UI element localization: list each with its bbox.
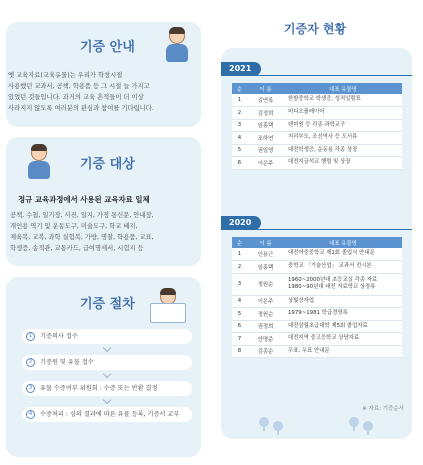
target-body bbox=[10, 210, 200, 254]
step-number: 3 bbox=[26, 384, 35, 393]
table-row bbox=[232, 345, 402, 358]
col-header: 이 름 bbox=[247, 83, 284, 94]
table-header-row bbox=[232, 83, 402, 94]
donor-name: 임홍택 bbox=[247, 119, 284, 132]
row-number: 5 bbox=[232, 144, 247, 157]
table-row bbox=[232, 261, 402, 274]
item-name: 대전삼월초급대학 제5회 졸업자료 bbox=[284, 320, 402, 333]
item-name: 대전지금석교 행렬 및 상장 bbox=[284, 157, 402, 170]
table-row bbox=[232, 308, 402, 321]
row-number: 2 bbox=[232, 261, 247, 274]
item-name: 상빛상자업 bbox=[284, 295, 402, 308]
table-row bbox=[232, 295, 402, 308]
item-name: 대전여중중학교 제1회 졸업식 안내문 bbox=[284, 248, 402, 261]
item-name: 1960~2000년대 초등교실 각종 자료 1980~90년대 대전 자료학교 상장류 bbox=[284, 273, 402, 295]
item-name: 대전지역 중고등학교 상담자료 bbox=[284, 333, 402, 346]
table-row bbox=[232, 273, 402, 295]
row-number: 3 bbox=[232, 273, 247, 295]
target-line: 개인용 역기 및 운동도구, 미술도구, 학교 배지, bbox=[10, 223, 138, 230]
chevron-down-icon bbox=[102, 373, 112, 379]
step-number: 2 bbox=[26, 358, 35, 367]
guide-line: 사라지지 않도록 여러분의 관심과 참여를 기다립니다. bbox=[8, 105, 154, 112]
step-label: 유물 수증여부 위원회 : 수증 또는 반환 결정 bbox=[40, 385, 158, 392]
donor-name: 김종순 bbox=[247, 345, 284, 358]
table-row bbox=[232, 144, 402, 157]
step-number: 1 bbox=[26, 332, 35, 341]
donor-table-2020 bbox=[232, 237, 402, 358]
donor-name: 정원순 bbox=[247, 308, 284, 321]
donor-name: 조하연 bbox=[247, 132, 284, 145]
item-name: 우표, 우표 안내문 bbox=[284, 345, 402, 358]
col-header: 순 bbox=[232, 83, 247, 94]
item-name: 1979~1981 학급경영록 bbox=[284, 308, 402, 321]
item-name: 한밭중학교 학생증, 성적일람표 bbox=[284, 94, 402, 107]
year-label: 2021 bbox=[221, 62, 261, 76]
target-subtitle: 정규 교육과정에서 사용된 교육자료 일체 bbox=[18, 195, 150, 204]
row-number: 5 bbox=[232, 308, 247, 321]
tree-icon bbox=[349, 417, 359, 431]
donor-name: 이은주 bbox=[247, 295, 284, 308]
row-number: 3 bbox=[232, 119, 247, 132]
row-number: 1 bbox=[232, 94, 247, 107]
row-number: 6 bbox=[232, 320, 247, 333]
donor-name: 김연록 bbox=[247, 94, 284, 107]
guide-card bbox=[6, 22, 201, 127]
item-name: 대전학생증, 운동용 각종 상장 bbox=[284, 144, 402, 157]
year-label: 2020 bbox=[221, 216, 261, 230]
donor-table-2021 bbox=[232, 83, 402, 170]
step-label: 수증처리 : 심의 결과에 따른 유물 등록, 기증서 교부 bbox=[40, 411, 180, 418]
col-header: 이 름 bbox=[247, 237, 284, 248]
row-number: 7 bbox=[232, 333, 247, 346]
table-row bbox=[232, 132, 402, 145]
target-line: 공책, 수첩, 일기장, 사진, 일지, 가정 통신문, 안내장, bbox=[10, 212, 154, 219]
guide-line: 있었던 것들입니다. 과거의 교육 흔적들이 더 이상 bbox=[8, 94, 144, 101]
row-number: 6 bbox=[232, 157, 247, 170]
donor-name: 정원순 bbox=[247, 273, 284, 295]
table-row bbox=[232, 94, 402, 107]
donor-name: 권일영 bbox=[247, 144, 284, 157]
donor-name: 인용근 bbox=[247, 248, 284, 261]
row-number: 4 bbox=[232, 295, 247, 308]
row-number: 8 bbox=[232, 345, 247, 358]
item-name: 비디오플레이어 bbox=[284, 107, 402, 120]
col-header: 대표 유물명 bbox=[284, 237, 402, 248]
donor-name: 김정희 bbox=[247, 107, 284, 120]
guide-line: 옛 교육자료(교육유물)는 우리가 학창시절 bbox=[8, 72, 123, 79]
step-number: 4 bbox=[26, 410, 35, 419]
tree-icon bbox=[363, 421, 373, 435]
guide-body bbox=[8, 70, 200, 114]
table-row bbox=[232, 320, 402, 333]
col-header: 순 bbox=[232, 237, 247, 248]
step-label: 기증의사 접수 bbox=[40, 333, 78, 340]
procedure-step bbox=[22, 329, 192, 344]
table-row bbox=[232, 248, 402, 261]
target-title: 기증 대상 bbox=[80, 157, 135, 172]
guide-title: 기증 안내 bbox=[80, 40, 135, 55]
item-name: 텐미원 등 각종 과학교구 bbox=[284, 119, 402, 132]
procedure-title: 기증 절차 bbox=[80, 297, 135, 312]
procedure-step bbox=[22, 355, 192, 370]
table-row bbox=[232, 107, 402, 120]
col-header: 대표 유물명 bbox=[284, 83, 402, 94]
target-line: 제육복, 교복, 과학 실험복, 가방, 명찰, 학용품, 교표, bbox=[10, 234, 154, 241]
target-line: 학생증, 송적관, 교통카드, 급여명세서, 시험지 등 bbox=[10, 245, 144, 252]
tree-icon bbox=[259, 417, 269, 431]
status-title: 기증자 현황 bbox=[283, 22, 347, 36]
donor-name: 이은주 bbox=[247, 157, 284, 170]
table-row bbox=[232, 119, 402, 132]
item-name: 지리부도, 조선역사 등 도서류 bbox=[284, 132, 402, 145]
chevron-down-icon bbox=[102, 347, 112, 353]
donor-name: 권정희 bbox=[247, 320, 284, 333]
target-card bbox=[6, 137, 201, 266]
procedure-step bbox=[22, 381, 192, 396]
source-note: ※ 자료: 기증순서 bbox=[362, 406, 404, 412]
procedure-card bbox=[6, 277, 201, 457]
row-number: 1 bbox=[232, 248, 247, 261]
donor-name: 임홍택 bbox=[247, 261, 284, 274]
status-panel bbox=[221, 48, 412, 439]
row-number: 2 bbox=[232, 107, 247, 120]
table-row bbox=[232, 157, 402, 170]
table-row bbox=[232, 333, 402, 346]
step-label: 기증원 및 유물 접수 bbox=[40, 359, 94, 366]
procedure-step bbox=[22, 407, 192, 422]
guide-line: 사용했던 교과서, 공책, 학용품 등 그 시절 늘 가지고 bbox=[8, 83, 150, 90]
row-number: 4 bbox=[232, 132, 247, 145]
item-name: 중학교 「기술산업」 교과서 전시본 bbox=[284, 261, 402, 274]
tree-icon bbox=[273, 421, 283, 435]
donor-name: 안명준 bbox=[247, 333, 284, 346]
table-header-row bbox=[232, 237, 402, 248]
chevron-down-icon bbox=[102, 399, 112, 405]
